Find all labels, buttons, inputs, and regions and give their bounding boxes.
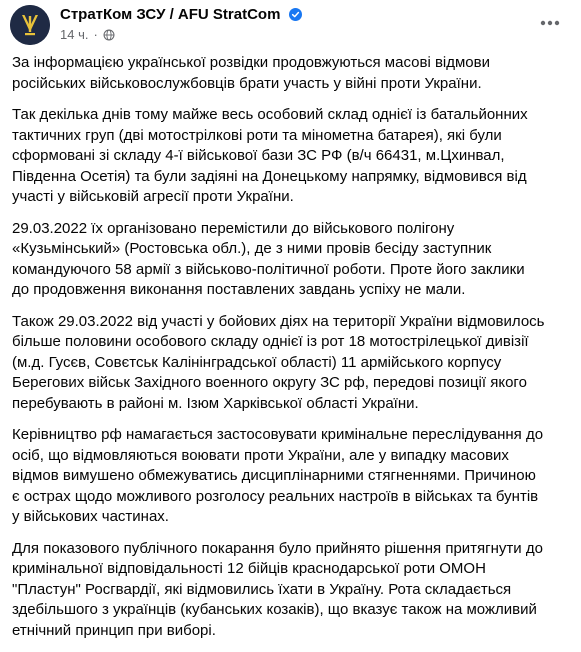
text-line: є острах щодо можливого розголосу реальних настроїв в військах та бунтів: [12, 487, 539, 505]
text-line: перебувають в районі м. Ізюм Харківської області України.: [12, 394, 419, 412]
text-line: За інформацією української розвідки продовжуються масові відмови: [12, 54, 491, 71]
text-line: "Пластун" Росгвардії, які відмовились їхати в Україну. Рота складається: [12, 580, 512, 598]
post-meta: [60, 27, 115, 42]
text-line: «Кузьмінський» (Ростовська обл.), де з ними провів бесіду заступник: [12, 240, 492, 257]
text-line: до продовження виконання поставлених завдань успіху не мали.: [12, 281, 466, 298]
text-line: 29.03.2022 їх організовано перемістили до військового полігону: [12, 219, 455, 237]
text-line: відмов вимушено обмежуватись дисциплінарними стягненнями. Причиною: [12, 467, 536, 484]
more-options-icon[interactable]: [537, 10, 563, 36]
post-text: [12, 53, 574, 652]
text-line: Керівництво рф намагається застосовувати кримінальне переслідування до: [12, 426, 544, 443]
verified-badge-icon: [289, 8, 302, 21]
text-line: тактичних груп (дві мотострілкові роти та мінометна батарея), які були: [12, 126, 502, 144]
post-paragraph: [12, 539, 574, 642]
text-line: сформовані зі складу 4-ї військової бази ЗС РФ (в/ч 66431, м.Цхинвал,: [12, 147, 505, 164]
post-header: [0, 0, 581, 50]
text-line: осіб, що відмовляються воювати проти України, але у випадку масових: [12, 446, 509, 464]
post-paragraph: [12, 105, 574, 208]
text-line: етнічний принцип при виборі.: [12, 621, 216, 639]
globe-icon: [103, 29, 115, 41]
post-paragraph: [12, 53, 574, 94]
afu-stratcom-logo-icon: [10, 5, 50, 45]
post-timestamp[interactable]: 14 ч.: [60, 27, 89, 42]
text-line: у військових частинах.: [12, 508, 169, 525]
text-line: кримінальної відповідальності 12 бійців краснодарської роти ОМОН: [12, 560, 486, 577]
page-avatar[interactable]: [10, 5, 50, 45]
text-line: участі у військовій агресії проти України.: [12, 188, 294, 205]
text-line: Берегових військ Західного военного округу ЗС рф, передові позиції якого: [12, 374, 527, 391]
author-name[interactable]: СтратКом ЗСУ / AFU StratCom: [60, 6, 281, 23]
text-line: Південна Осетія) та були задіяні на Донецькому напрямку, відмовився від: [12, 167, 527, 185]
text-line: більше половини особового складу однієї із рот 18 мотострілецької дивізії: [12, 333, 529, 350]
post-paragraph: [12, 312, 574, 415]
text-line: російських військовослужбовців брати участь у війні проти України.: [12, 74, 482, 92]
meta-separator: ·: [93, 27, 98, 42]
text-line: командуючого 58 армії з військово-політичної роботи. Проте його заклики: [12, 260, 525, 278]
post-paragraph: [12, 219, 574, 301]
text-line: Для показового публічного покарання було прийнято рішення притягнути до: [12, 539, 543, 557]
text-line: здебільшого з українців (кубанських козаків), що вказує також на можливий: [12, 601, 537, 618]
post-paragraph: [12, 425, 574, 528]
text-line: Також 29.03.2022 від участі у бойових діях на території України відмовилось: [12, 312, 545, 330]
text-line: Так декілька днів тому майже весь особовий склад однієї із батальйонних: [12, 106, 528, 123]
text-line: (м.д. Гусєв, Совєтськ Калінінградської області) 11 армійського корпусу: [12, 353, 502, 371]
